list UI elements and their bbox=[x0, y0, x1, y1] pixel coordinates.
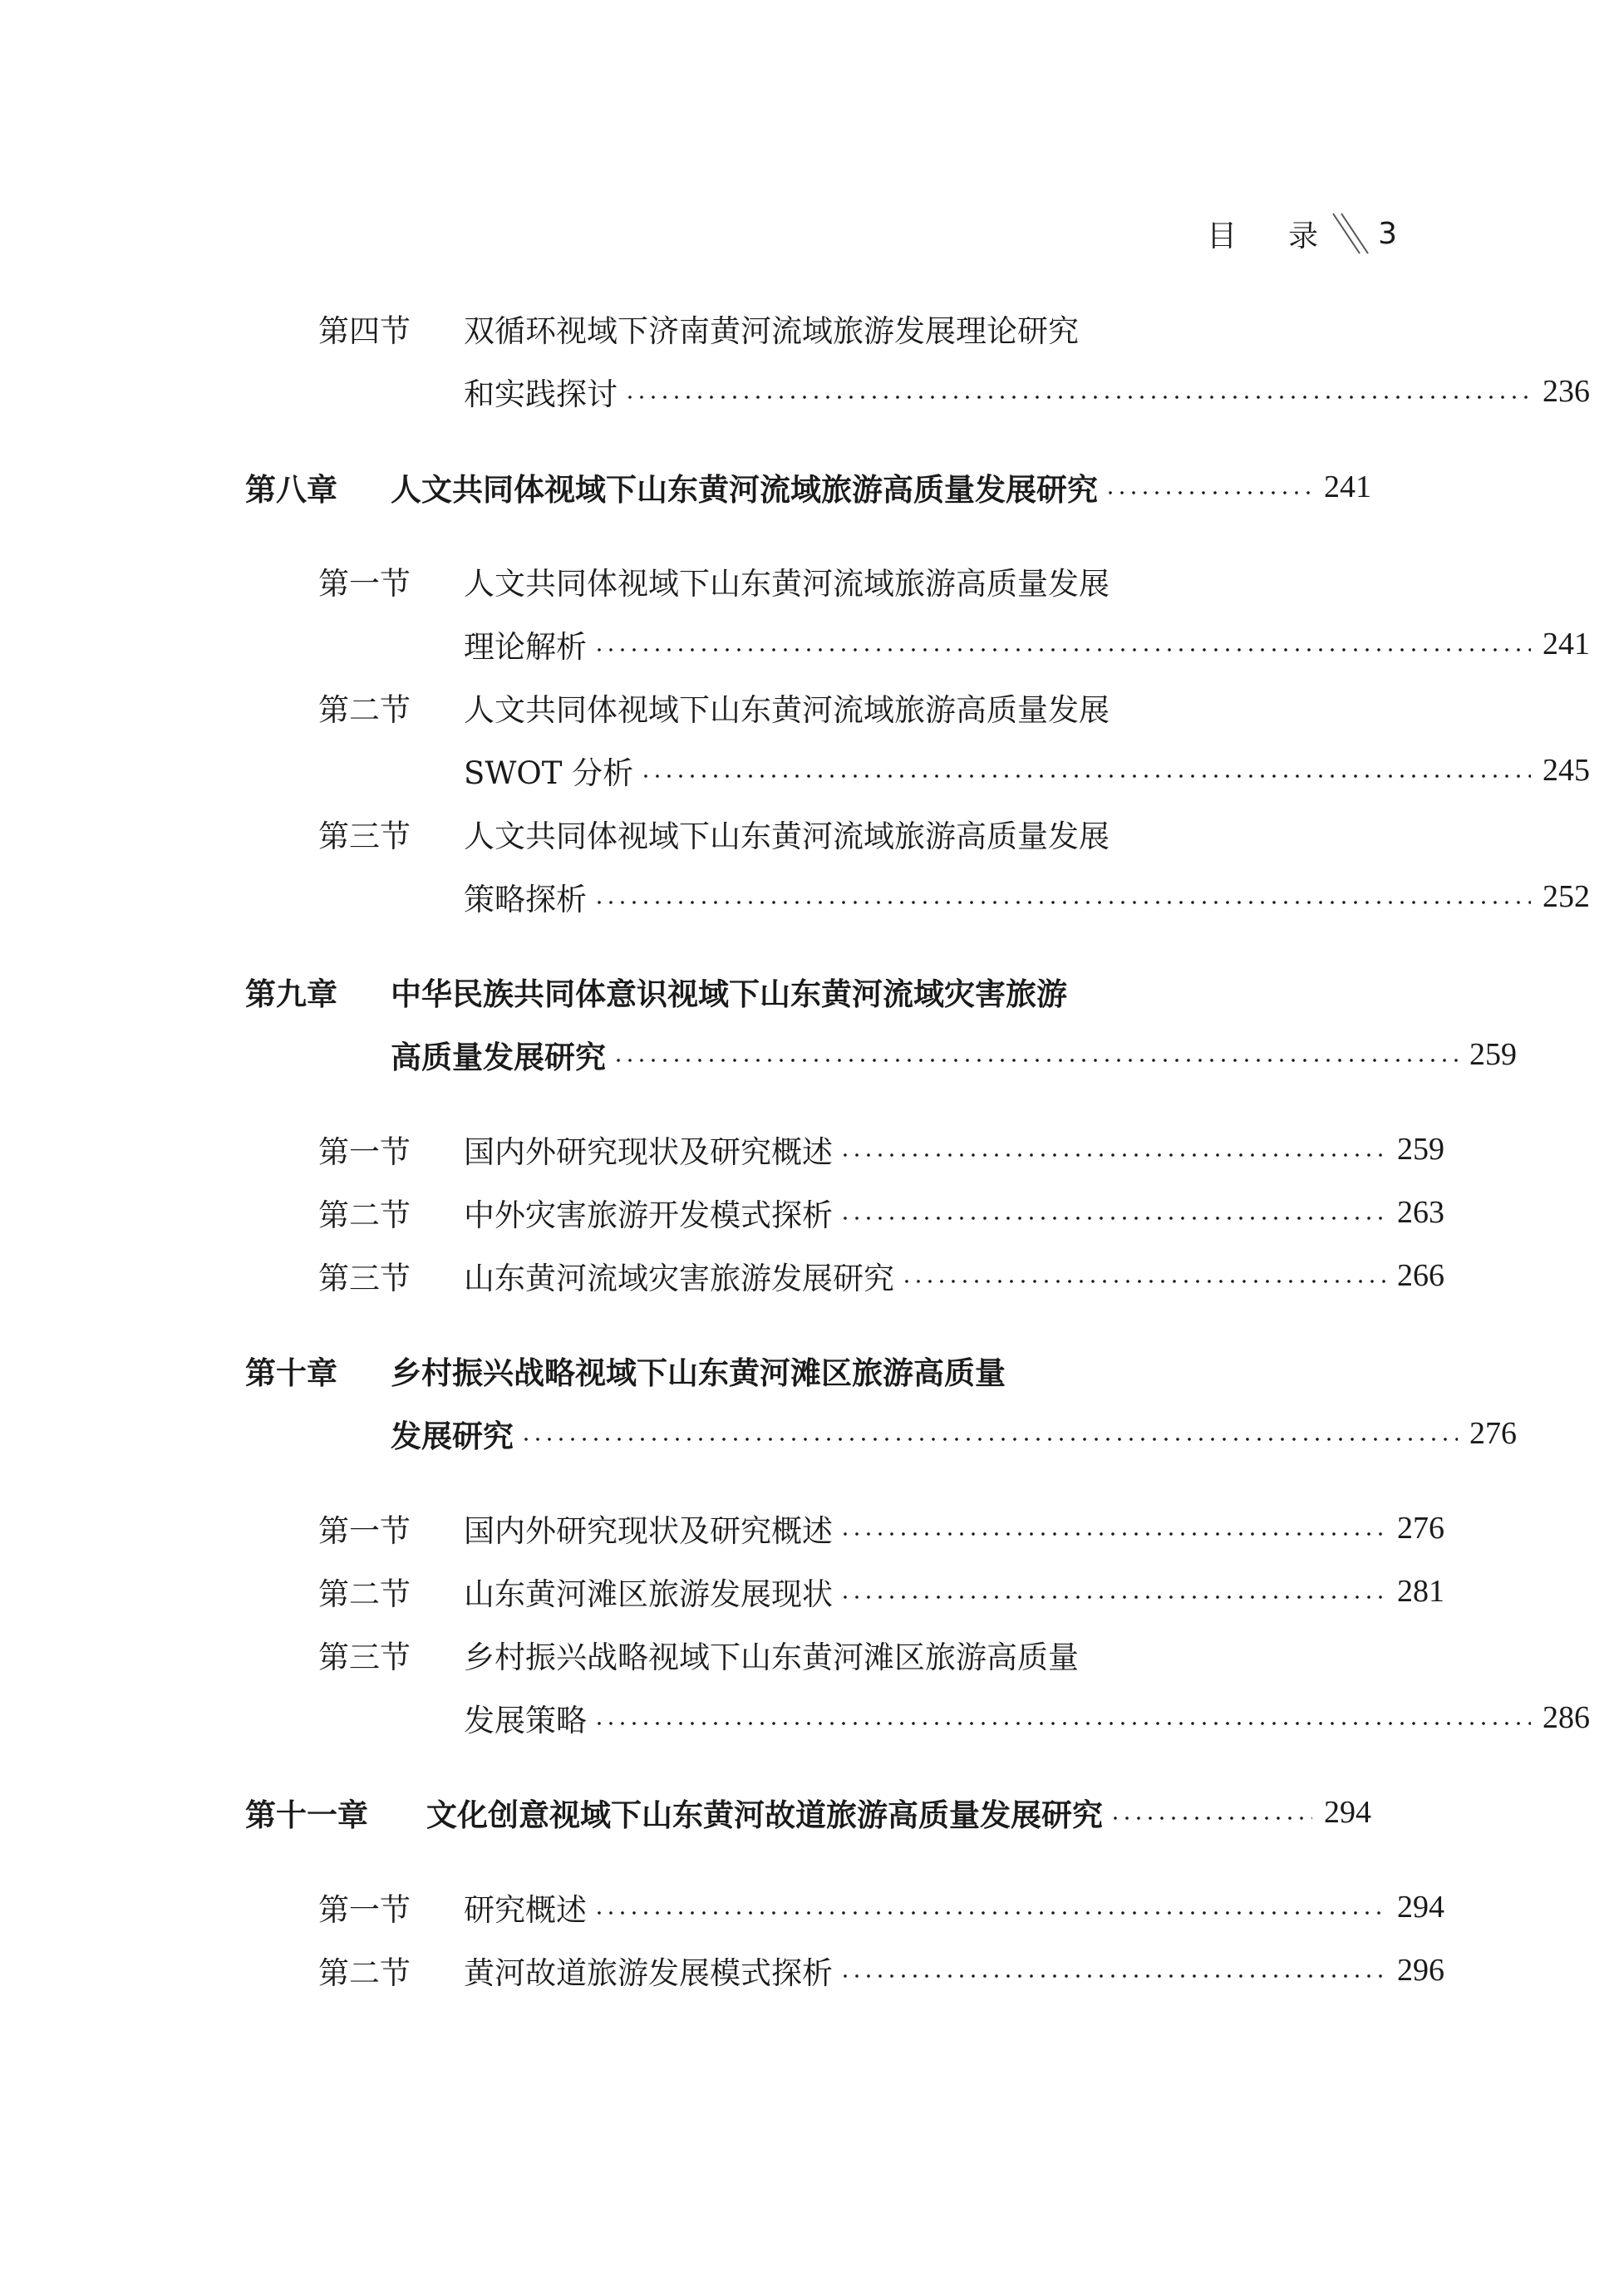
dot-leader bbox=[593, 900, 1531, 905]
dot-leader bbox=[593, 1910, 1385, 1915]
page-number: 241 bbox=[1543, 627, 1590, 661]
page-number: 259 bbox=[1469, 1037, 1517, 1072]
toc-ch8-section-3-line1 bbox=[245, 809, 1444, 858]
dot-leader bbox=[613, 1058, 1458, 1063]
section-title: 国内外研究现状及研究概述 bbox=[464, 1134, 833, 1170]
chapter-label: 第十章 bbox=[245, 1355, 337, 1391]
dot-leader bbox=[839, 1153, 1385, 1158]
toc-section-4-line2[interactable] bbox=[245, 366, 1590, 416]
section-label: 第一节 bbox=[318, 1513, 411, 1549]
dot-leader bbox=[640, 774, 1531, 779]
section-label: 第一节 bbox=[318, 1134, 411, 1170]
toc-section-4-line1 bbox=[245, 303, 1444, 353]
section-title: 人文共同体视域下山东黄河流域旅游高质量发展 bbox=[464, 819, 1110, 854]
running-header bbox=[1207, 212, 1397, 255]
toc-ch9-section-3[interactable] bbox=[245, 1251, 1444, 1300]
chapter-label: 第十一章 bbox=[245, 1797, 368, 1833]
section-title: 中外灾害旅游开发模式探析 bbox=[464, 1197, 833, 1233]
page-number: 241 bbox=[1324, 470, 1371, 504]
page-number: 296 bbox=[1397, 1953, 1444, 1988]
chapter-title: 中华民族共同体意识视域下山东黄河流域灾害旅游 bbox=[391, 976, 1067, 1012]
toc-ch11-section-2[interactable] bbox=[245, 1945, 1444, 1995]
dot-leader bbox=[593, 647, 1531, 652]
section-title-continued: 发展策略 bbox=[464, 1703, 587, 1738]
section-label: 第二节 bbox=[318, 692, 411, 728]
page-number: 294 bbox=[1397, 1890, 1444, 1925]
section-title: 黄河故道旅游发展模式探析 bbox=[464, 1955, 833, 1991]
double-slash-icon bbox=[1331, 212, 1370, 255]
chapter-title: 文化创意视域下山东黄河故道旅游高质量发展研究 bbox=[426, 1797, 1103, 1833]
section-title: 双循环视域下济南黄河流域旅游发展理论研究 bbox=[464, 313, 1079, 349]
dot-leader bbox=[839, 1531, 1385, 1536]
chapter-label: 第八章 bbox=[245, 472, 337, 508]
section-title: 国内外研究现状及研究概述 bbox=[464, 1513, 833, 1549]
section-title: 人文共同体视域下山东黄河流域旅游高质量发展 bbox=[464, 692, 1110, 728]
section-label: 第二节 bbox=[318, 1576, 411, 1612]
toc-ch10-section-3-line2[interactable] bbox=[245, 1693, 1590, 1743]
chapter-title-continued: 高质量发展研究 bbox=[391, 1040, 606, 1075]
dot-leader bbox=[593, 1721, 1531, 1726]
dot-leader bbox=[1105, 490, 1312, 495]
toc-ch10-section-2[interactable] bbox=[245, 1566, 1444, 1616]
section-label: 第三节 bbox=[318, 1640, 411, 1675]
page-number: 263 bbox=[1397, 1195, 1444, 1230]
section-label: 第三节 bbox=[318, 819, 411, 854]
dot-leader bbox=[839, 1595, 1385, 1600]
toc-ch10-section-3-line1 bbox=[245, 1630, 1444, 1679]
page-number: 281 bbox=[1397, 1574, 1444, 1609]
section-label: 第三节 bbox=[318, 1261, 411, 1296]
dot-leader bbox=[901, 1279, 1385, 1284]
dot-leader bbox=[839, 1974, 1385, 1979]
toc-ch9-section-2[interactable] bbox=[245, 1187, 1444, 1237]
section-title-continued: SWOT 分析 bbox=[464, 755, 634, 791]
section-title-continued: 策略探析 bbox=[464, 882, 587, 917]
page-number: 259 bbox=[1397, 1132, 1444, 1167]
section-title-continued: 和实践探讨 bbox=[464, 376, 618, 412]
dot-leader bbox=[624, 395, 1531, 400]
chapter-title-continued: 发展研究 bbox=[391, 1418, 514, 1454]
page-number: 266 bbox=[1397, 1258, 1444, 1293]
toc-chapter-11[interactable] bbox=[245, 1787, 1371, 1837]
toc-ch8-section-2-line2[interactable] bbox=[245, 745, 1590, 795]
section-label: 第一节 bbox=[318, 1892, 411, 1928]
page-number: 252 bbox=[1543, 879, 1590, 914]
header-page-number: 3 bbox=[1378, 216, 1397, 251]
header-title-left: 目 bbox=[1207, 219, 1238, 253]
chapter-label: 第九章 bbox=[245, 976, 337, 1012]
chapter-title: 人文共同体视域下山东黄河流域旅游高质量发展研究 bbox=[391, 472, 1098, 508]
toc-chapter-9-line2[interactable] bbox=[245, 1030, 1517, 1079]
page-number: 245 bbox=[1543, 753, 1590, 788]
chapter-title: 乡村振兴战略视域下山东黄河滩区旅游高质量 bbox=[391, 1355, 1006, 1391]
toc-chapter-10-line1 bbox=[245, 1345, 1371, 1395]
toc-ch10-section-1[interactable] bbox=[245, 1503, 1444, 1553]
page-number: 276 bbox=[1397, 1511, 1444, 1546]
toc-ch9-section-1[interactable] bbox=[245, 1124, 1444, 1174]
toc-ch8-section-1-line1 bbox=[245, 556, 1444, 606]
section-label: 第二节 bbox=[318, 1197, 411, 1233]
toc-ch8-section-2-line1 bbox=[245, 682, 1444, 732]
section-title: 山东黄河滩区旅游发展现状 bbox=[464, 1576, 833, 1612]
section-title: 人文共同体视域下山东黄河流域旅游高质量发展 bbox=[464, 566, 1110, 602]
toc-chapter-9-line1 bbox=[245, 966, 1371, 1016]
page-number: 294 bbox=[1324, 1795, 1371, 1830]
toc-ch8-section-1-line2[interactable] bbox=[245, 619, 1590, 669]
header-title-right: 录 bbox=[1288, 219, 1319, 253]
section-title-continued: 理论解析 bbox=[464, 629, 587, 665]
section-label: 第二节 bbox=[318, 1955, 411, 1991]
page-number: 276 bbox=[1469, 1416, 1517, 1451]
section-title: 研究概述 bbox=[464, 1892, 587, 1928]
dot-leader bbox=[520, 1437, 1458, 1442]
section-title: 乡村振兴战略视域下山东黄河滩区旅游高质量 bbox=[464, 1640, 1079, 1675]
toc-chapter-10-line2[interactable] bbox=[245, 1409, 1517, 1458]
toc-ch11-section-1[interactable] bbox=[245, 1882, 1444, 1932]
section-label: 第四节 bbox=[318, 313, 411, 349]
toc-ch8-section-3-line2[interactable] bbox=[245, 872, 1590, 922]
dot-leader bbox=[1110, 1816, 1312, 1821]
toc-chapter-8[interactable] bbox=[245, 462, 1371, 512]
dot-leader bbox=[839, 1216, 1385, 1221]
section-label: 第一节 bbox=[318, 566, 411, 602]
page-number: 236 bbox=[1543, 374, 1590, 409]
section-title: 山东黄河流域灾害旅游发展研究 bbox=[464, 1261, 894, 1296]
page-number: 286 bbox=[1543, 1700, 1590, 1735]
